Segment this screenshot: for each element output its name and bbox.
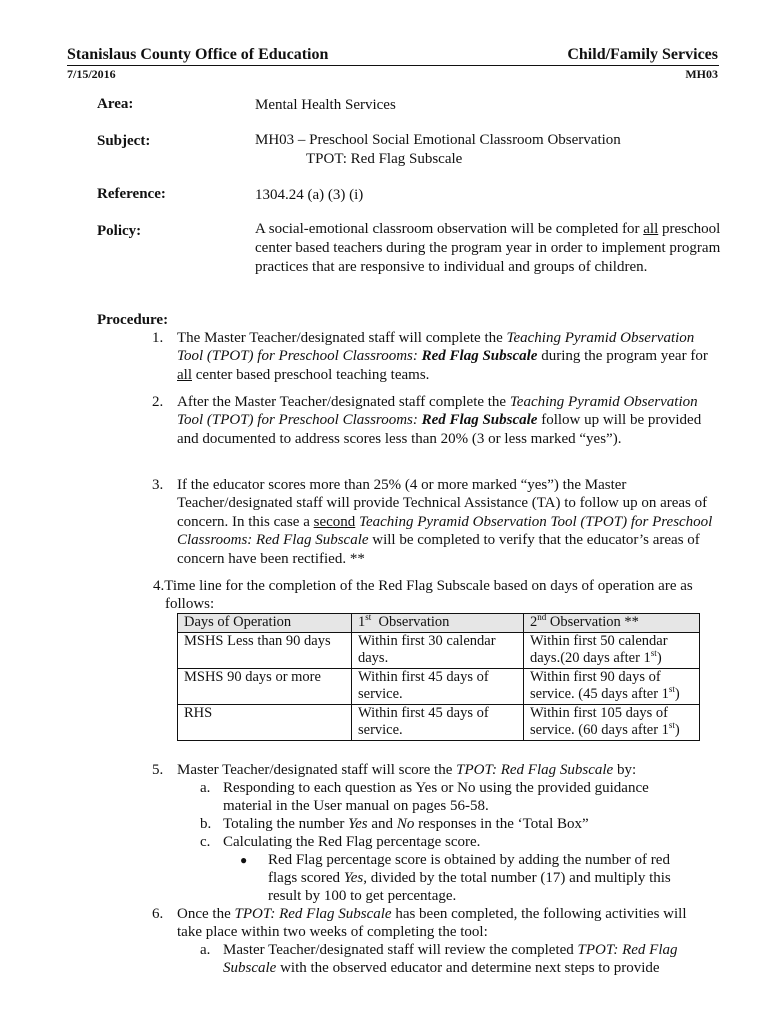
- item-6-number: 6.: [152, 906, 164, 922]
- header-organization: Stanislaus County Office of Education: [67, 46, 329, 63]
- table-cell: MSHS Less than 90 days: [178, 632, 352, 668]
- table-cell: Within first 105 days of service. (60 days after 1st): [524, 704, 700, 740]
- timeline-table: [177, 613, 700, 741]
- subject-line-2: TPOT: Red Flag Subscale: [306, 151, 463, 167]
- item-6-line-2: take place within two weeks of completing the tool:: [177, 924, 488, 940]
- table-cell: RHS: [178, 704, 352, 740]
- item-5b-letter: b.: [200, 816, 212, 832]
- item-6a-line-2: Subscale with the observed educator and determine next steps to provide: [223, 960, 660, 976]
- item-5d-line-3: result by 100 to get percentage.: [268, 888, 457, 904]
- item-3-number: 3.: [152, 477, 164, 493]
- table-cell: Within first 45 days of service.: [352, 704, 524, 740]
- item-4-text: 4.Time line for the completion of the Red Flag Subscale based on days of operation are as follows:: [153, 578, 693, 613]
- item-5a-line-2: material in the User manual on pages 56-58.: [223, 798, 489, 814]
- item-1-number: 1.: [152, 330, 164, 346]
- item-5-text: Master Teacher/designated staff will score the TPOT: Red Flag Subscale by:: [177, 762, 637, 778]
- table-cell: Within first 30 calendar days.: [352, 632, 524, 668]
- bullet-icon: ●: [240, 853, 248, 867]
- table-row: [178, 632, 700, 668]
- item-1-text: The Master Teacher/designated staff will complete the Teaching Pyramid Observation Tool (TPOT) for Preschool Classrooms: Red Flag Subscale during the program year for all center based preschool teaching teams.: [177, 330, 708, 383]
- item-5-number: 5.: [152, 762, 164, 778]
- procedure-title: Procedure:: [97, 312, 169, 328]
- table-row: [178, 668, 700, 704]
- item-5b-text: Totaling the number Yes and No responses in the ‘Total Box”: [223, 816, 589, 832]
- subject-label: Subject:: [97, 133, 151, 149]
- area-label: Area:: [97, 96, 134, 112]
- item-5d-line-1: Red Flag percentage score is obtained by adding the number of red: [268, 852, 670, 868]
- header-code: MH03: [685, 67, 718, 81]
- reference-value: 1304.24 (a) (3) (i): [255, 187, 364, 203]
- table-cell: Within first 45 days of service.: [352, 668, 524, 704]
- item-5a-letter: a.: [200, 780, 211, 796]
- table-header-row: [178, 614, 700, 633]
- header-department: Child/Family Services: [567, 46, 718, 63]
- subject-line-1: MH03 – Preschool Social Emotional Classroom Observation: [255, 132, 621, 148]
- policy-label: Policy:: [97, 223, 142, 239]
- table-header-cell: 1st Observation: [352, 614, 524, 633]
- item-6-line-1: Once the TPOT: Red Flag Subscale has been completed, the following activities will: [177, 906, 687, 922]
- item-3-text: If the educator scores more than 25% (4 or more marked “yes”) the Master Teacher/designated staff will provide Technical Assistance (TA) to follow up on areas of concern. In this case a second Teaching Pyramid Observation Tool (TPOT) for Preschool Classrooms: Red Flag Subscale will be completed to verify that the educator’s areas of concern have been rectified. **: [177, 477, 713, 567]
- item-5c-letter: c.: [200, 834, 211, 850]
- item-5a-line-1: Responding to each question as Yes or No using the provided guidance: [223, 780, 649, 796]
- item-2-number: 2.: [152, 394, 164, 410]
- item-6a-line-1: Master Teacher/designated staff will review the completed TPOT: Red Flag: [223, 942, 678, 958]
- header-date: 7/15/2016: [67, 67, 116, 81]
- table-header-cell: 2nd Observation **: [524, 614, 700, 633]
- table-cell: Within first 50 calendar days.(20 days after 1st): [524, 632, 700, 668]
- table-row: [178, 704, 700, 740]
- item-5c-text: Calculating the Red Flag percentage score.: [223, 834, 481, 850]
- header-rule: [67, 65, 719, 66]
- item-2-text: After the Master Teacher/designated staff complete the Teaching Pyramid Observation Tool (TPOT) for Preschool Classrooms: Red Flag Subscale follow up will be provided and documented to address scores less than 20% (3 or less marked “yes”).: [177, 394, 702, 447]
- reference-label: Reference:: [97, 186, 166, 202]
- item-5d-line-2: flags scored Yes, divided by the total number (17) and multiply this: [268, 870, 671, 886]
- item-6a-letter: a.: [200, 942, 211, 958]
- table-cell: Within first 90 days of service. (45 days after 1st): [524, 668, 700, 704]
- policy-text: A social-emotional classroom observation will be completed for all preschool center based teachers during the program year in order to implement program practices that are responsive to individual and groups of children.: [255, 221, 721, 275]
- table-header-cell: Days of Operation: [178, 614, 352, 633]
- area-value: Mental Health Services: [255, 97, 396, 113]
- table-cell: MSHS 90 days or more: [178, 668, 352, 704]
